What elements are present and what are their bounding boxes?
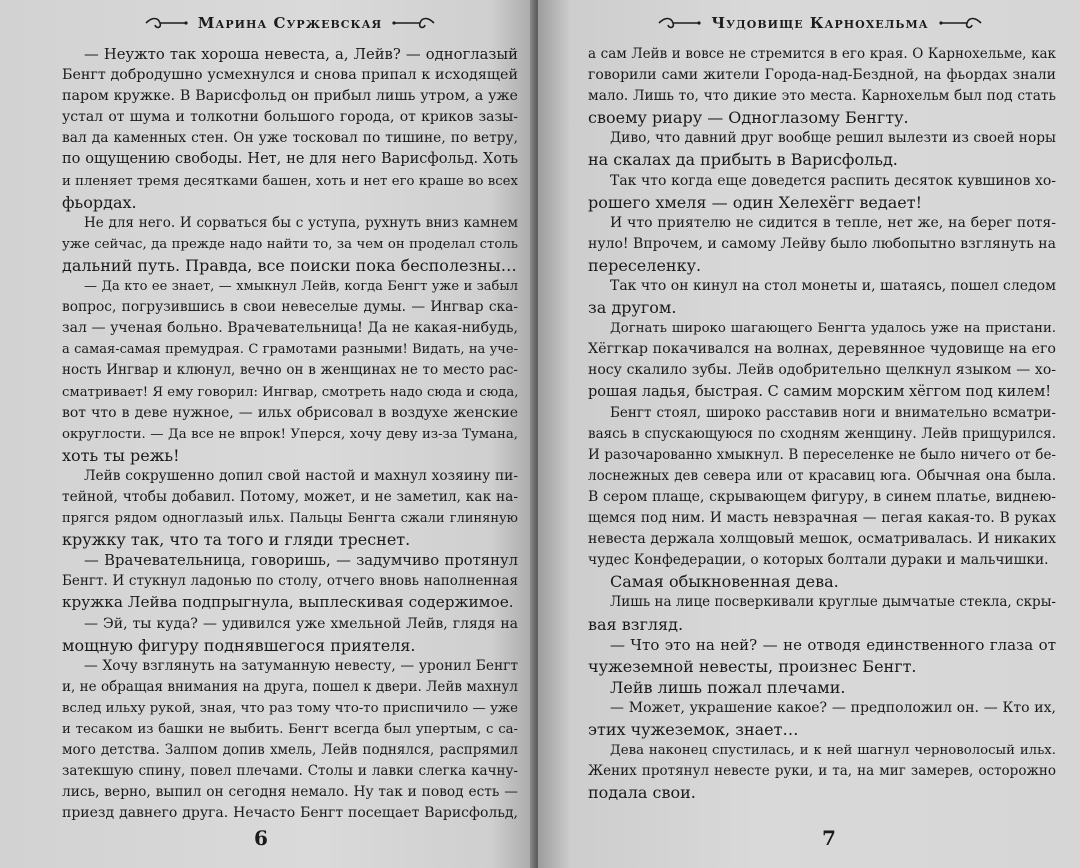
text-line: — Эй, ты куда? — удивился уже хмельной Лейв, глядя на <box>84 615 518 632</box>
text-line: за другом. <box>588 298 677 318</box>
text-line: Лейв сокрушенно допил свой настой и махнул хозяину пи- <box>84 467 518 484</box>
text-line: и, не обращая внимания на друга, пошел к двери. Лейв махнул <box>62 678 518 695</box>
text-line: по ощущению свободы. Нет, не для него Варисфольд. Хоть <box>62 151 518 168</box>
text-line: — Может, украшение какое? — предположил он. — Кто их, <box>610 699 1056 716</box>
book-title: Чудовище Карнохельма <box>711 14 929 32</box>
left-page <box>0 0 534 868</box>
text-line: чужеземной невесты, произнес Бенгт. <box>588 656 917 676</box>
right-running-header <box>630 8 1010 38</box>
right-ornament-icon <box>939 15 983 31</box>
text-line: — Хочу взглянуть на затуманную невесту, — уронил Бенгт <box>84 657 518 674</box>
text-line: этих чужеземок, знает… <box>588 720 799 739</box>
text-line: вая взгляд. <box>588 614 684 634</box>
text-line: а самая-самая премудрая. С грамотами разными! Видать, на уче- <box>62 342 518 358</box>
right-page-body <box>588 44 1056 803</box>
text-line: говорили сами жители Города-над-Бездной, на фьордах знали <box>588 67 1056 84</box>
text-line: приезд давнего друга. Нечасто Бенгт посещает Варисфольд, <box>62 805 518 822</box>
text-line: Бенгт. И стукнул ладонью по столу, отчего вновь наполненная <box>62 573 518 590</box>
text-line: Жених протянул невесте руки, и та, на миг замерев, осторожно <box>588 763 1056 780</box>
text-line: мало. Лишь то, что дикие это места. Карнохельм был под стать <box>588 88 1056 105</box>
left-ornament-icon <box>144 15 188 31</box>
text-line: своему риару — Одноглазому Бенгту. <box>588 108 909 128</box>
text-line: Бенгт добродушно усмехнулся и снова припал к исходящей <box>62 67 518 84</box>
text-line: Так что когда еще доведется распить десяток кувшинов хо- <box>610 172 1056 189</box>
text-line: Не для него. И сорваться бы с уступа, рухнуть вниз камнем <box>84 214 518 231</box>
text-line: и тесаком из башки не выбить. Бенгт всегда был упертым, с са- <box>62 722 518 737</box>
text-line: — Неужто так хороша невеста, а, Лейв? — одноглазый <box>84 46 518 63</box>
text-line: Диво, что давний друг вообще решил вылезти из своей норы <box>610 130 1056 147</box>
text-line: ваясь в спускающуюся по сходням женщину. Лейв прищурился. <box>588 425 1056 442</box>
text-line: дальний путь. Правда, все поиски пока бесполезны… <box>62 255 517 275</box>
text-line: Догнать широко шагающего Бенгта удалось уже на пристани. <box>610 321 1056 337</box>
text-line: рошего хмеля — один Хелехёгг ведает! <box>588 192 923 212</box>
text-line: щемся под ним. И масть невзрачная — пегая какая-то. В руках <box>588 510 1056 527</box>
text-line: — Врачевательница, говоришь, — задумчиво протянул <box>84 552 518 570</box>
author-name: Марина Суржевская <box>197 14 383 32</box>
text-line: устал от шума и толкотни большого города, от криков зазы- <box>62 109 518 126</box>
text-line: подала свои. <box>588 783 696 803</box>
text-line: лись, верно, выпил он сегодня немало. Ну так и повод есть — <box>62 784 518 801</box>
text-line: носу скалило зубы. Лейв одобрительно щелкнул языком — хо- <box>588 362 1056 379</box>
text-line: Лейв лишь пожал плечами. <box>610 677 846 697</box>
text-line: прягся рядом одноглазый ильх. Пальцы Бенгта сжали глиняную <box>62 511 518 527</box>
left-page-number: 6 <box>254 826 268 850</box>
text-line: И разочарованно хмыкнул. В переселенке не было ничего от бе- <box>588 446 1056 463</box>
text-line: И что приятелю не сидится в тепле, нет же, на берег потя- <box>610 214 1056 231</box>
text-line: Дева наконец спустилась, и к ней шагнул черноволосый ильх. <box>610 743 1056 759</box>
text-line: затекшую спину, повел плечами. Столы и лавки слегка качну- <box>62 763 518 780</box>
text-line: — Да кто ее знает, — хмыкнул Лейв, когда Бенгт уже и забыл <box>84 279 518 295</box>
text-line: чудес Конфедерации, о которых болтали дураки и мальчишки. <box>588 552 1049 569</box>
text-line: вал да каменных стен. Он уже тосковал по тишине, по ветру, <box>62 130 518 147</box>
text-line: Так что он кинул на стол монеты и, шатаясь, пошел следом <box>610 278 1056 295</box>
text-line: фьордах. <box>62 192 137 212</box>
text-line: хоть ты режь! <box>62 445 180 465</box>
right-page <box>538 0 1080 868</box>
text-line: нуло! Впрочем, и самому Лейву было любопытно взглянуть на <box>588 235 1056 252</box>
text-line: на скалах да прибыть в Варисфольд. <box>588 150 898 170</box>
text-line: рошая ладья, быстрая. С самим морским хёггом под килем! <box>588 383 1052 400</box>
right-page-number: 7 <box>822 826 836 850</box>
text-line: паром кружке. В Варисфольд он прибыл лишь утром, а уже <box>62 88 518 105</box>
text-line: округлости. — Да все не впрок! Уперся, хочу деву из-за Тумана, <box>62 426 518 442</box>
left-ornament-icon <box>657 15 701 31</box>
text-line: мощную фигуру поднявшегося приятеля. <box>62 635 416 655</box>
text-line: кружка Лейва подпрыгнула, выплескивая содержимое. <box>62 593 514 612</box>
text-line: Самая обыкновенная дева. <box>610 572 839 592</box>
text-line: кружку так, что та того и гляди треснет. <box>62 530 411 550</box>
right-ornament-icon <box>392 15 436 31</box>
text-line: Бенгт стоял, широко расставив ноги и внимательно всматри- <box>610 404 1056 421</box>
text-line: лоснежных дев севера или от красавиц юга. Обычная она была. <box>588 467 1056 484</box>
text-line: ность Ингвар и клюнул, вечно он в женщинах не то место рас- <box>62 362 518 379</box>
text-line: и пленяет тремя десятками башен, хоть и нет его краше во всех <box>62 173 518 189</box>
text-line: тейной, чтобы добавил. Потому, может, и не заметил, как на- <box>62 488 518 505</box>
text-line: уже сейчас, да прежде надо найти то, за чем он проделал столь <box>62 236 518 252</box>
text-line: переселенку. <box>588 255 702 275</box>
text-line: а сам Лейв и вовсе не стремится в его края. О Карнохельме, как <box>588 46 1056 62</box>
text-line: Хёггкар покачивался на волнах, деревянное чудовище на его <box>588 341 1056 358</box>
text-line: зал — ученая больно. Врачевательница! Да не какая-нибудь, <box>62 320 518 337</box>
text-line: вот что в деве нужное, — ильх обрисовал в воздухе женские <box>62 404 518 421</box>
text-line: В сером плаще, скрывающем фигуру, в синем платье, виднею- <box>588 488 1056 505</box>
text-line: вслед ильху рукой, зная, что раз тому что-то приспичило — уже <box>62 700 518 716</box>
left-running-header <box>140 8 440 38</box>
text-line: — Что это на ней? — не отводя единственного глаза от <box>610 635 1056 654</box>
text-line: Лишь на лице посверкивали круглые дымчатые стекла, скры- <box>610 594 1056 611</box>
text-line: сматривает! Я ему говорил: Ингвар, смотреть надо сюда и сюда, <box>62 384 519 400</box>
text-line: вопрос, погрузившись в свои невеселые думы. — Ингвар ска- <box>62 299 518 316</box>
left-page-body <box>62 44 518 824</box>
text-line: мого детства. Залпом допив хмель, Лейв поднялся, распрямил <box>62 742 518 759</box>
text-line: невеста держала холщовый мешок, осматривалась. И никаких <box>588 531 1056 548</box>
